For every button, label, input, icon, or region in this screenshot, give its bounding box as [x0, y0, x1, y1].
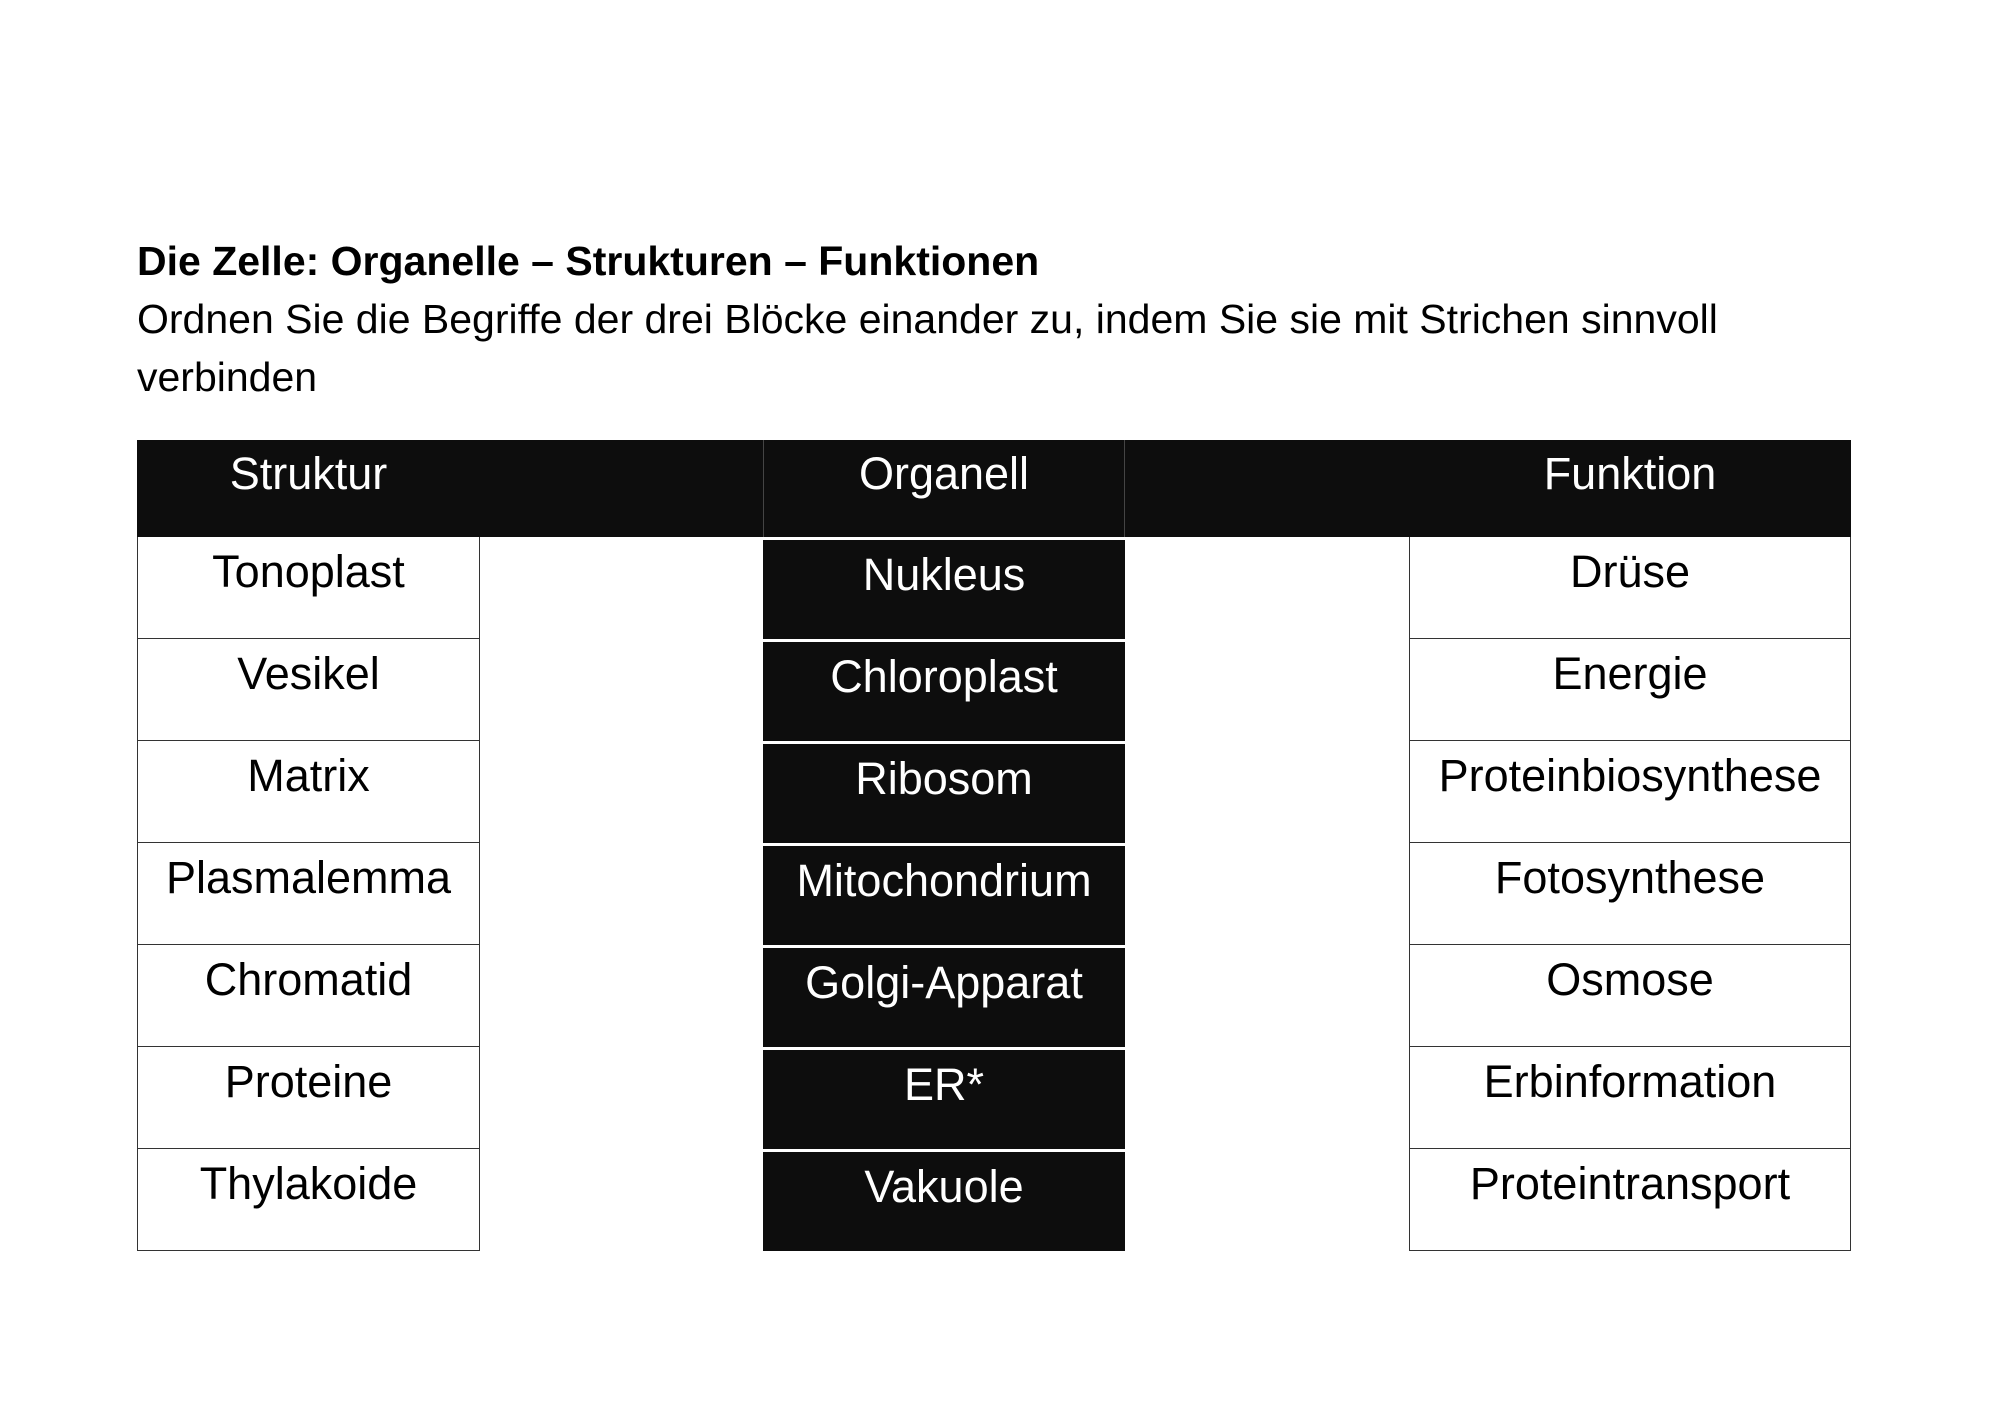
- organell-header: Organell: [763, 440, 1125, 537]
- struktur-item: Tonoplast: [137, 537, 480, 639]
- struktur-item: Chromatid: [137, 945, 480, 1047]
- funktion-column: [1409, 440, 1851, 1251]
- funktion-item: Erbinformation: [1409, 1047, 1851, 1149]
- instructions: [137, 290, 1897, 406]
- funktion-item: Proteintransport: [1409, 1149, 1851, 1251]
- instructions-line-2: verbinden: [137, 354, 318, 400]
- struktur-column: [137, 440, 480, 1251]
- organell-item: Golgi-Apparat: [763, 945, 1125, 1047]
- funktion-item: Drüse: [1409, 537, 1851, 639]
- struktur-item: Vesikel: [137, 639, 480, 741]
- struktur-item: Plasmalemma: [137, 843, 480, 945]
- funktion-header: Funktion: [1409, 440, 1851, 537]
- funktion-item: Proteinbiosynthese: [1409, 741, 1851, 843]
- organell-item: Ribosom: [763, 741, 1125, 843]
- organell-item: Vakuole: [763, 1149, 1125, 1251]
- struktur-item: Proteine: [137, 1047, 480, 1149]
- struktur-item: Thylakoide: [137, 1149, 480, 1251]
- struktur-header: Struktur: [137, 440, 480, 537]
- organell-item: Chloroplast: [763, 639, 1125, 741]
- page-title: Die Zelle: Organelle – Strukturen – Funktionen: [137, 238, 1040, 284]
- funktion-item: Energie: [1409, 639, 1851, 741]
- organell-column: [763, 440, 1125, 1251]
- funktion-item: Osmose: [1409, 945, 1851, 1047]
- organell-item: ER*: [763, 1047, 1125, 1149]
- organell-item: Mitochondrium: [763, 843, 1125, 945]
- funktion-item: Fotosynthese: [1409, 843, 1851, 945]
- struktur-item: Matrix: [137, 741, 480, 843]
- instructions-line-1: Ordnen Sie die Begriffe der drei Blöcke einander zu, indem Sie sie mit Strichen sinnvoll: [137, 296, 1718, 342]
- organell-item: Nukleus: [763, 537, 1125, 639]
